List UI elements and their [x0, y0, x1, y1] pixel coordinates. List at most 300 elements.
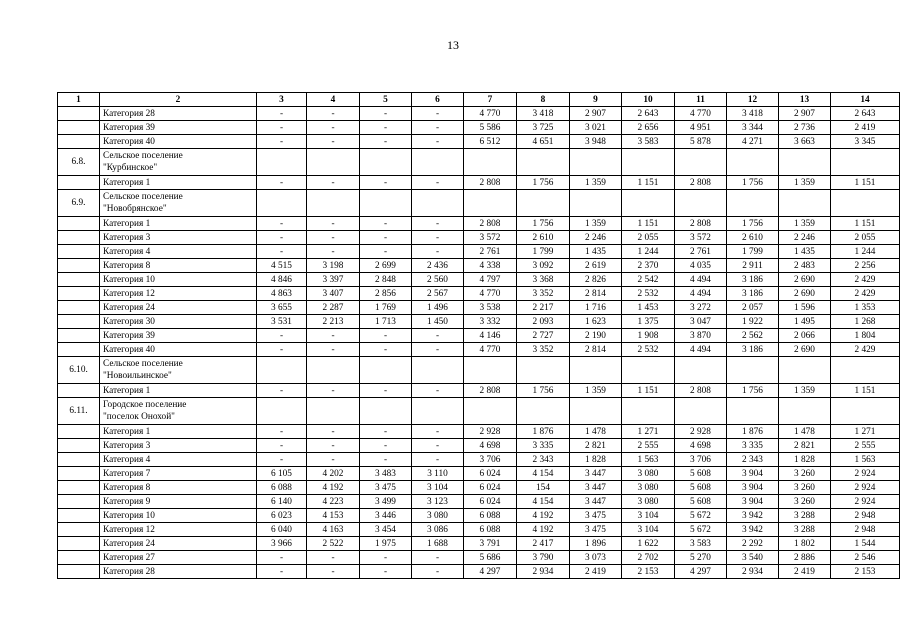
row-number-cell	[58, 537, 100, 551]
value-cell: 6 023	[257, 509, 307, 523]
row-number-cell	[58, 287, 100, 301]
category-cell: Сельское поселение "Новоильинское"	[100, 357, 257, 384]
tariff-table	[57, 92, 900, 579]
value-cell: 1 688	[412, 537, 464, 551]
value-cell	[831, 398, 900, 425]
row-number-cell: 6.8.	[58, 149, 100, 176]
value-cell	[517, 398, 570, 425]
value-cell: 3 110	[412, 467, 464, 481]
value-cell: 2 699	[360, 259, 412, 273]
value-cell: 2 343	[517, 453, 570, 467]
value-cell: 2 690	[779, 287, 831, 301]
value-cell: 3 966	[257, 537, 307, 551]
value-cell: -	[257, 425, 307, 439]
value-cell: 2 153	[622, 565, 675, 579]
value-cell: 2 483	[779, 259, 831, 273]
value-cell	[412, 357, 464, 384]
value-cell: 154	[517, 481, 570, 495]
category-cell: Категория 3	[100, 439, 257, 453]
value-cell: 4 192	[517, 509, 570, 523]
row-number-cell	[58, 107, 100, 121]
value-cell: 1 359	[779, 384, 831, 398]
row-number-cell	[58, 135, 100, 149]
category-cell: Сельское поселение "Курбинское"	[100, 149, 257, 176]
row-number-cell	[58, 259, 100, 273]
category-cell: Категория 4	[100, 453, 257, 467]
value-cell: 1 713	[360, 315, 412, 329]
category-cell: Категория 3	[100, 231, 257, 245]
value-cell	[727, 149, 779, 176]
value-cell: 6 024	[464, 481, 517, 495]
value-cell: 4 297	[464, 565, 517, 579]
value-cell: 1 756	[517, 176, 570, 190]
value-cell	[675, 357, 727, 384]
value-cell	[307, 398, 360, 425]
page-number: 13	[447, 38, 459, 52]
value-cell: 3 092	[517, 259, 570, 273]
value-cell: 1 151	[831, 217, 900, 231]
category-cell: Категория 1	[100, 384, 257, 398]
row-number-cell	[58, 565, 100, 579]
value-cell: -	[360, 329, 412, 343]
value-cell: 3 454	[360, 523, 412, 537]
value-cell: 5 672	[675, 509, 727, 523]
value-cell: 3 080	[622, 467, 675, 481]
value-cell	[675, 398, 727, 425]
value-cell: 5 686	[464, 551, 517, 565]
value-cell: 1 716	[570, 301, 622, 315]
value-cell: 2 055	[831, 231, 900, 245]
value-cell: 1 756	[727, 217, 779, 231]
value-cell	[412, 190, 464, 217]
value-cell: 3 904	[727, 467, 779, 481]
value-cell	[727, 357, 779, 384]
value-cell: 2 911	[727, 259, 779, 273]
table-row	[58, 439, 900, 453]
value-cell: -	[360, 565, 412, 579]
value-cell	[257, 149, 307, 176]
value-cell: 4 494	[675, 343, 727, 357]
value-cell: 3 104	[622, 509, 675, 523]
value-cell: 2 190	[570, 329, 622, 343]
value-cell: 4 297	[675, 565, 727, 579]
value-cell: -	[360, 245, 412, 259]
value-cell: 3 104	[622, 523, 675, 537]
value-cell: 3 288	[779, 523, 831, 537]
value-cell: -	[360, 121, 412, 135]
value-cell: -	[360, 453, 412, 467]
value-cell	[622, 357, 675, 384]
value-cell: 1 876	[517, 425, 570, 439]
value-cell: 2 246	[779, 231, 831, 245]
value-cell: -	[412, 565, 464, 579]
value-cell: 3 086	[412, 523, 464, 537]
value-cell: -	[360, 384, 412, 398]
table-row	[58, 425, 900, 439]
value-cell	[464, 149, 517, 176]
table-row	[58, 453, 900, 467]
value-cell: 2 924	[831, 467, 900, 481]
value-cell	[517, 149, 570, 176]
column-header: 13	[779, 93, 831, 107]
value-cell	[622, 149, 675, 176]
value-cell: -	[412, 453, 464, 467]
value-cell	[831, 357, 900, 384]
row-number-cell: 6.11.	[58, 398, 100, 425]
value-cell: 2 808	[464, 384, 517, 398]
row-number-cell	[58, 439, 100, 453]
value-cell: -	[412, 217, 464, 231]
category-cell: Категория 9	[100, 495, 257, 509]
value-cell: -	[360, 176, 412, 190]
value-cell: -	[307, 425, 360, 439]
column-header: 2	[100, 93, 257, 107]
value-cell: 1 359	[779, 176, 831, 190]
value-cell: 3 870	[675, 329, 727, 343]
value-cell: 3 790	[517, 551, 570, 565]
value-cell	[727, 190, 779, 217]
value-cell	[675, 149, 727, 176]
value-cell: 4 338	[464, 259, 517, 273]
value-cell	[257, 398, 307, 425]
value-cell	[570, 398, 622, 425]
category-cell: Категория 10	[100, 509, 257, 523]
value-cell: 4 770	[464, 107, 517, 121]
value-cell: 2 292	[727, 537, 779, 551]
value-cell: 2 934	[517, 565, 570, 579]
value-cell: 2 532	[622, 287, 675, 301]
value-cell: -	[257, 551, 307, 565]
row-number-cell	[58, 495, 100, 509]
value-cell	[517, 357, 570, 384]
value-cell: 5 608	[675, 481, 727, 495]
value-cell: 1 756	[517, 384, 570, 398]
value-cell: -	[307, 329, 360, 343]
row-number-cell	[58, 315, 100, 329]
value-cell: -	[412, 343, 464, 357]
category-cell: Категория 12	[100, 287, 257, 301]
value-cell: 3 123	[412, 495, 464, 509]
value-cell: 3 344	[727, 121, 779, 135]
value-cell: 2 643	[622, 107, 675, 121]
value-cell: -	[307, 121, 360, 135]
value-cell: 1 359	[570, 217, 622, 231]
table-row	[58, 343, 900, 357]
table-row	[58, 259, 900, 273]
value-cell: 3 407	[307, 287, 360, 301]
value-cell: 2 419	[570, 565, 622, 579]
value-cell: 1 828	[779, 453, 831, 467]
value-cell: 3 904	[727, 481, 779, 495]
value-cell: -	[257, 245, 307, 259]
row-number-cell	[58, 384, 100, 398]
value-cell: 1 435	[570, 245, 622, 259]
column-header: 4	[307, 93, 360, 107]
value-cell	[831, 149, 900, 176]
value-cell: 4 153	[307, 509, 360, 523]
value-cell: 1 359	[570, 384, 622, 398]
value-cell: 3 447	[570, 481, 622, 495]
value-cell: 1 359	[779, 217, 831, 231]
value-cell: -	[257, 107, 307, 121]
category-cell: Категория 40	[100, 135, 257, 149]
header-row	[58, 93, 900, 107]
value-cell: 3 397	[307, 273, 360, 287]
value-cell: -	[412, 231, 464, 245]
value-cell: 4 223	[307, 495, 360, 509]
value-cell: 4 494	[675, 273, 727, 287]
value-cell: 6 088	[464, 523, 517, 537]
value-cell: 4 154	[517, 467, 570, 481]
value-cell	[360, 357, 412, 384]
value-cell: 1 268	[831, 315, 900, 329]
value-cell: 2 814	[570, 287, 622, 301]
value-cell	[360, 190, 412, 217]
value-cell: 2 343	[727, 453, 779, 467]
value-cell: 3 583	[622, 135, 675, 149]
category-cell: Сельское поселение "Новобрянское"	[100, 190, 257, 217]
value-cell: 3 791	[464, 537, 517, 551]
column-header: 7	[464, 93, 517, 107]
value-cell: 3 352	[517, 343, 570, 357]
value-cell: 2 610	[517, 231, 570, 245]
value-cell: 6 040	[257, 523, 307, 537]
value-cell: 2 246	[570, 231, 622, 245]
value-cell: 2 562	[727, 329, 779, 343]
row-number-cell	[58, 343, 100, 357]
value-cell: -	[257, 384, 307, 398]
value-cell: 1 435	[779, 245, 831, 259]
value-cell: 2 436	[412, 259, 464, 273]
value-cell	[675, 190, 727, 217]
value-cell	[570, 149, 622, 176]
value-cell: 2 948	[831, 509, 900, 523]
value-cell: 2 736	[779, 121, 831, 135]
value-cell: 2 287	[307, 301, 360, 315]
value-cell: -	[360, 551, 412, 565]
value-cell: -	[412, 107, 464, 121]
value-cell: 4 163	[307, 523, 360, 537]
value-cell: 3 332	[464, 315, 517, 329]
value-cell: 4 515	[257, 259, 307, 273]
value-cell: 2 066	[779, 329, 831, 343]
value-cell: 2 419	[779, 565, 831, 579]
value-cell: 1 563	[622, 453, 675, 467]
value-cell: 3 335	[727, 439, 779, 453]
value-cell: 1 544	[831, 537, 900, 551]
value-cell: 1 622	[622, 537, 675, 551]
value-cell	[570, 190, 622, 217]
value-cell: 4 192	[517, 523, 570, 537]
value-cell: 2 821	[779, 439, 831, 453]
value-cell: 3 272	[675, 301, 727, 315]
value-cell: 3 345	[831, 135, 900, 149]
column-header: 6	[412, 93, 464, 107]
table-row	[58, 315, 900, 329]
category-cell: Категория 30	[100, 315, 257, 329]
value-cell: -	[307, 135, 360, 149]
value-cell: 2 542	[622, 273, 675, 287]
value-cell: 3 418	[517, 107, 570, 121]
value-cell: 5 586	[464, 121, 517, 135]
value-cell: 2 055	[622, 231, 675, 245]
value-cell: -	[257, 121, 307, 135]
value-cell: 1 151	[831, 176, 900, 190]
value-cell: -	[360, 231, 412, 245]
value-cell: 5 672	[675, 523, 727, 537]
value-cell: 5 608	[675, 495, 727, 509]
table-row	[58, 217, 900, 231]
value-cell: 2 928	[464, 425, 517, 439]
value-cell: 1 244	[622, 245, 675, 259]
value-cell: 1 359	[570, 176, 622, 190]
value-cell: 2 546	[831, 551, 900, 565]
value-cell: -	[412, 425, 464, 439]
value-cell: -	[412, 135, 464, 149]
value-cell: 1 453	[622, 301, 675, 315]
value-cell: 6 024	[464, 467, 517, 481]
value-cell	[779, 190, 831, 217]
row-number-cell	[58, 467, 100, 481]
value-cell: 3 475	[570, 523, 622, 537]
value-cell: 1 450	[412, 315, 464, 329]
value-cell: 2 907	[570, 107, 622, 121]
value-cell: 3 904	[727, 495, 779, 509]
column-header: 14	[831, 93, 900, 107]
value-cell: 1 563	[831, 453, 900, 467]
value-cell: 2 656	[622, 121, 675, 135]
value-cell: 1 828	[570, 453, 622, 467]
value-cell: 1 151	[831, 384, 900, 398]
value-cell: -	[307, 107, 360, 121]
value-cell: 3 663	[779, 135, 831, 149]
value-cell: 2 217	[517, 301, 570, 315]
category-cell: Категория 24	[100, 537, 257, 551]
value-cell: 6 512	[464, 135, 517, 149]
value-cell: -	[257, 439, 307, 453]
value-cell: 2 522	[307, 537, 360, 551]
value-cell: 1 756	[517, 217, 570, 231]
value-cell: 2 808	[675, 384, 727, 398]
value-cell: 3 499	[360, 495, 412, 509]
column-header: 11	[675, 93, 727, 107]
value-cell: 2 532	[622, 343, 675, 357]
value-cell: 3 288	[779, 509, 831, 523]
value-cell: 2 886	[779, 551, 831, 565]
value-cell: -	[257, 176, 307, 190]
value-cell: 3 572	[675, 231, 727, 245]
value-cell: 2 808	[675, 217, 727, 231]
value-cell: 2 153	[831, 565, 900, 579]
value-cell: 3 538	[464, 301, 517, 315]
value-cell: 2 619	[570, 259, 622, 273]
value-cell: 2 907	[779, 107, 831, 121]
value-cell: -	[412, 329, 464, 343]
value-cell: -	[257, 565, 307, 579]
value-cell: 4 951	[675, 121, 727, 135]
value-cell: 2 567	[412, 287, 464, 301]
category-cell: Городское поселение "поселок Онохой"	[100, 398, 257, 425]
row-number-cell	[58, 245, 100, 259]
value-cell: -	[360, 135, 412, 149]
value-cell: 2 848	[360, 273, 412, 287]
value-cell: 3 948	[570, 135, 622, 149]
value-cell: 2 761	[464, 245, 517, 259]
value-cell	[779, 149, 831, 176]
value-cell: -	[307, 231, 360, 245]
category-cell: Категория 1	[100, 425, 257, 439]
value-cell	[570, 357, 622, 384]
value-cell	[257, 190, 307, 217]
value-cell: 3 725	[517, 121, 570, 135]
row-number-cell	[58, 551, 100, 565]
row-number-cell: 6.9.	[58, 190, 100, 217]
value-cell: 3 047	[675, 315, 727, 329]
value-cell: 1 756	[727, 176, 779, 190]
value-cell: 2 417	[517, 537, 570, 551]
category-cell: Категория 28	[100, 565, 257, 579]
row-number-cell	[58, 121, 100, 135]
value-cell: 3 104	[412, 481, 464, 495]
value-cell: 5 608	[675, 467, 727, 481]
value-cell	[307, 357, 360, 384]
value-cell	[464, 190, 517, 217]
value-cell: 2 057	[727, 301, 779, 315]
value-cell: 1 804	[831, 329, 900, 343]
table-row	[58, 121, 900, 135]
value-cell: 6 088	[464, 509, 517, 523]
category-cell: Категория 12	[100, 523, 257, 537]
value-cell: 4 202	[307, 467, 360, 481]
value-cell: 2 429	[831, 343, 900, 357]
value-cell: -	[360, 425, 412, 439]
value-cell: 4 698	[464, 439, 517, 453]
value-cell	[307, 149, 360, 176]
value-cell: 3 531	[257, 315, 307, 329]
value-cell	[622, 398, 675, 425]
value-cell: 3 475	[360, 481, 412, 495]
value-cell: -	[307, 439, 360, 453]
value-cell: 3 446	[360, 509, 412, 523]
value-cell: -	[412, 121, 464, 135]
value-cell: 2 429	[831, 273, 900, 287]
value-cell: 2 928	[675, 425, 727, 439]
table-row	[58, 481, 900, 495]
value-cell: -	[412, 176, 464, 190]
category-cell: Категория 7	[100, 467, 257, 481]
category-cell: Категория 40	[100, 343, 257, 357]
value-cell: -	[257, 329, 307, 343]
row-number-cell	[58, 481, 100, 495]
value-cell: 3 186	[727, 287, 779, 301]
table-row	[58, 231, 900, 245]
category-cell: Категория 24	[100, 301, 257, 315]
value-cell: 3 073	[570, 551, 622, 565]
value-cell: 3 475	[570, 509, 622, 523]
value-cell: -	[307, 384, 360, 398]
value-cell: -	[257, 231, 307, 245]
value-cell: 3 583	[675, 537, 727, 551]
value-cell: 4 035	[675, 259, 727, 273]
value-cell: 3 021	[570, 121, 622, 135]
value-cell: 2 429	[831, 287, 900, 301]
value-cell: 2 370	[622, 259, 675, 273]
value-cell: 3 260	[779, 495, 831, 509]
table-row	[58, 135, 900, 149]
row-number-cell	[58, 329, 100, 343]
value-cell: 4 192	[307, 481, 360, 495]
row-number-cell	[58, 176, 100, 190]
